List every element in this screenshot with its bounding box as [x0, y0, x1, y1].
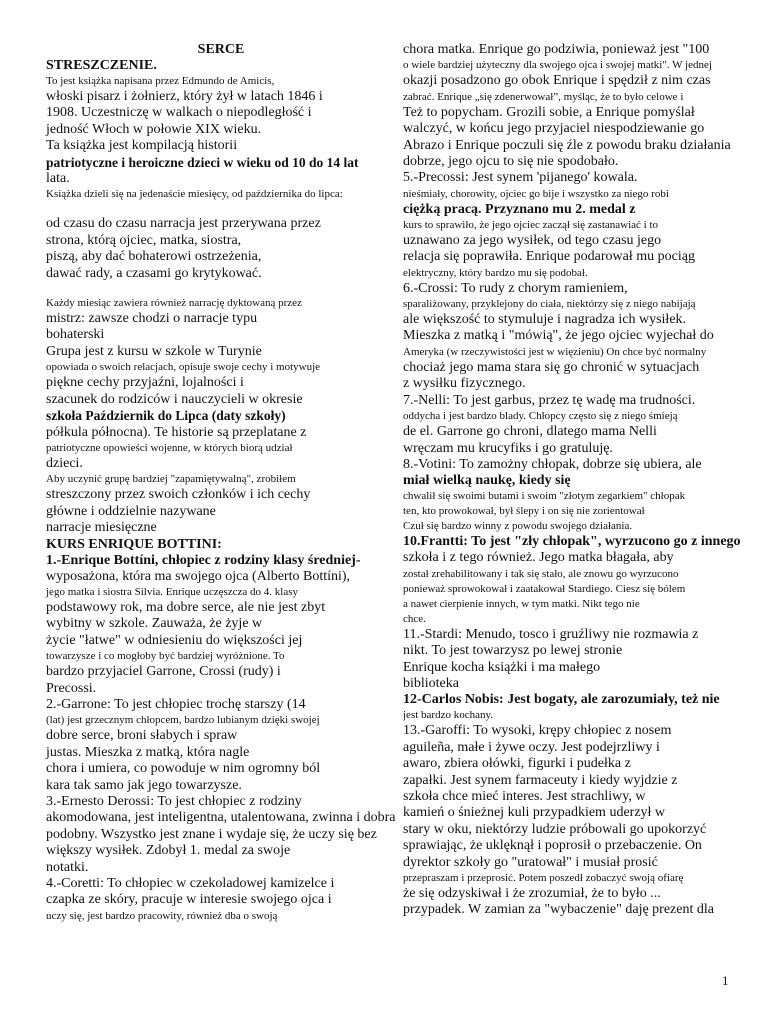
- text-line: bohaterski: [46, 327, 105, 343]
- text-line: 10.Frantti: To jest "zły chłopak", wyrzucono go z innego: [403, 534, 741, 550]
- paragraph-gap: [46, 282, 396, 296]
- text-line: patriotyczne opowieści wojenne, w których biorą udział: [46, 441, 293, 454]
- text-line: przepraszam i przeprosić. Potem poszedł zobaczyć swoją ofiarę: [403, 872, 684, 884]
- text-line: Aby uczynić grupę bardziej "zapamiętywalną", zrobiłem: [46, 473, 296, 486]
- text-line: o wiele bardziej użyteczny dla swojego ojca i swojej matki". W jednej: [403, 59, 712, 72]
- text-line: szacunek do rodziców i nauczycieli w okresie: [46, 391, 303, 407]
- text-line: z wysiłku fizycznego.: [403, 376, 526, 392]
- text-line: kurs to sprawiło, że jego ojciec zaczął się zastanawiać i to: [403, 218, 659, 231]
- text-line: Precossi.: [46, 680, 97, 696]
- text-line: narracje miesięczne: [46, 520, 157, 536]
- text-line: Abrazo i Enrique poczuli się źle z powodu braku działania: [403, 137, 731, 153]
- text-line: sprawiając, że uklęknął i poprosił o przebaczenie. On: [403, 838, 702, 854]
- text-line: Ta książka jest kompilacją historii: [46, 138, 238, 154]
- text-line: chwalił się swoimi butami i swoim "złotym zegarkiem" chłopak: [403, 490, 686, 503]
- text-line: towarzysze i co mogłoby być bardziej wyróżnione. To: [46, 650, 285, 663]
- text-line: streszczony przez swoich członków i ich cechy: [46, 487, 311, 503]
- text-line: 4.-Coretti: To chłopiec w czekoladowej kamizelce i: [46, 876, 335, 892]
- text-line: wręczam mu krucyfiks i go gratuluję.: [403, 440, 613, 456]
- text-line: SERCE: [197, 42, 245, 57]
- text-line: a nawet cierpienie innych, w tym matki. Nikt tego nie: [403, 597, 640, 610]
- text-line: nikt. To jest towarzysz po lewej stronie: [403, 643, 623, 659]
- text-line: 1908. Uczestniczę w walkach o niepodległość i: [46, 105, 312, 121]
- text-line: Grupa jest z kursu w szkole w Turynie: [46, 343, 262, 359]
- text-line: kara tak samo jak jego towarzysze.: [46, 777, 242, 793]
- text-line: opowiada o swoich relacjach, opisuje swoje cechy i motywuje: [46, 361, 321, 374]
- text-line: ciężką pracą. Przyznano mu 2. medal z: [403, 201, 636, 217]
- text-line: ten, kto prowokował, był ślepy i on się nie zorientował: [403, 505, 645, 518]
- text-line: jego matka i siostra Silvia. Enrique uczęszcza do 4. klasy: [46, 585, 299, 598]
- text-line: większy wysiłek. Zdobył 1. medal za swoje: [46, 843, 291, 859]
- text-line: 11.-Stardi: Menudo, tosco i gruźliwy nie rozmawia z: [403, 626, 699, 642]
- text-line: 12-Carlos Nobis: Jest bogaty, ale zarozumiały, też nie: [403, 692, 720, 708]
- text-line: de el. Garrone go chroni, dlatego mama Nelli: [403, 424, 657, 440]
- right-text-column: [403, 42, 765, 919]
- text-line: mistrz: zawsze chodzi o narracje typu: [46, 311, 258, 327]
- text-line: wyposażona, która ma swojego ojca (Alberto Bottíni),: [46, 568, 351, 584]
- text-line: jest bardzo kochany.: [403, 709, 494, 722]
- text-line: bardzo przyjaciel Garrone, Crossi (rudy) i: [46, 664, 281, 680]
- text-line: chora matka. Enrique go podziwia, ponieważ jest "100: [403, 42, 710, 57]
- text-line: 6.-Crossi: To rudy z chorym ramieniem,: [403, 280, 628, 296]
- text-line: zabrać. Enrique „się zdenerwował”, myśląc, że to było celowe i: [403, 90, 684, 103]
- text-line: Mieszka z matką i "mówią", że jego ojciec wyjechał do: [403, 328, 714, 344]
- text-line: chociaż jego mama stara się go chronić w sytuacjach: [403, 359, 700, 375]
- text-line: miał wielką naukę, kiedy się: [403, 473, 571, 489]
- text-line: szkoła chce mieć interes. Jest strachliwy, w: [403, 788, 646, 804]
- text-line: piękne cechy przyjaźni, lojalności i: [46, 375, 244, 391]
- text-line: ale większość to stymuluje i nagradza ich wysiłek.: [403, 312, 687, 328]
- text-line: lata.: [46, 171, 70, 187]
- text-line: Enrique kocha książki i ma małego: [403, 659, 601, 675]
- page-number: 1: [722, 973, 729, 988]
- text-line: szkoła Październik do Lipca (daty szkoły): [46, 408, 286, 424]
- text-line: stary w oku, niektórzy ludzie próbowali go upokorzyć: [403, 821, 707, 837]
- text-line: oddycha i jest bardzo blady. Chłopcy często się z niego śmieją: [403, 410, 678, 423]
- text-line: że się odzyskiwał i że zrozumiał, że to było ...: [403, 886, 661, 901]
- text-line: 2.-Garrone: To jest chłopiec trochę starszy (14: [46, 696, 306, 712]
- text-line: 13.-Garoffi: To wysoki, krępy chłopiec z nosem: [403, 723, 672, 739]
- text-line: 7.-Nelli: To jest garbus, przez tę wadę ma trudności.: [403, 392, 696, 408]
- text-line: chora i umiera, co powoduje w nim ogromny ból: [46, 761, 321, 777]
- text-line: zapałki. Jest synem farmaceuty i kiedy wyjdzie z: [403, 772, 678, 788]
- text-line: awaro, zbiera ołówki, figurki i pudełka z: [403, 756, 631, 772]
- text-line: Ameryka (w rzeczywistości jest w więzieniu) On chce być normalny: [403, 345, 707, 358]
- text-line: nieśmiały, chorowity, ojciec go bije i wszystko za niego robi: [403, 187, 669, 200]
- text-line: 5.-Precossi: Jest synem 'pijanego' kowala.: [403, 170, 638, 186]
- text-line: półkula północna). Te historie są przeplatane z: [46, 424, 307, 440]
- text-line: dawać rady, a czasami go krytykować.: [46, 265, 262, 281]
- text-line: czapka ze skóry, pracuje w interesie swojego ojca i: [46, 892, 332, 908]
- text-line: patriotyczne i heroiczne dzieci w wieku od 10 do 14 lat: [46, 154, 359, 170]
- text-line: elektryczny, który bardzo mu się podobał.: [403, 266, 588, 279]
- text-line: główne i oddzielnie nazywane: [46, 503, 216, 519]
- text-line: 3.-Ernesto Derossi: To jest chłopiec z rodziny: [46, 794, 302, 809]
- text-line: relacja się poprawiła. Enrique podarował mu pociąg: [403, 249, 695, 265]
- text-line: notatki.: [46, 859, 89, 875]
- text-line: został zrehabilitowany i tak się stało, ale znowu go wyrzucono: [403, 567, 679, 580]
- text-line: justas. Mieszka z matką, która nagle: [46, 744, 250, 760]
- text-line: kamień o śnieżnej kuli przypadkiem uderzył w: [403, 805, 666, 821]
- text-line: akomodowana, jest inteligentna, utalentowana, zwinna i dobra: [46, 810, 396, 826]
- text-line: strona, którą ojciec, matka, siostra,: [46, 232, 242, 248]
- text-line: szkoła i z tego również. Jego matka błagała, aby: [403, 550, 674, 566]
- text-line: STRESZCZENIE.: [46, 58, 157, 73]
- text-line: piszą, aby dać bohaterowi ostrzeżenia,: [46, 249, 262, 265]
- text-line: włoski pisarz i żołnierz, który żył w latach 1846 i: [46, 89, 323, 104]
- text-line: biblioteka: [403, 675, 459, 691]
- text-line: przypadek. W zamian za "wybaczenie" daję prezent dla: [403, 902, 714, 918]
- text-line: aguileña, małe i żywe oczy. Jest podejrzliwy i: [403, 739, 660, 755]
- text-line: 1.-Enrique Bottíni, chłopiec z rodziny klasy średniej-: [46, 552, 361, 568]
- text-line: walczyć, w końcu jego przyjaciel niespodziewanie go: [403, 121, 705, 137]
- text-line: okazji posadzono go obok Enrique i spędził z nim czas: [403, 73, 711, 89]
- text-line: sparaliżowany, przyklejony do ciała, niektórzy się z niego nabijają: [403, 298, 696, 311]
- text-line: podstawowy rok, ma dobre serce, ale nie jest zbyt: [46, 599, 326, 615]
- text-line: ponieważ sprowokował i zaatakował Stardiego. Ciesz się bólem: [403, 582, 686, 595]
- text-line: życie "łatwe" w odniesieniu do większości jej: [46, 632, 303, 648]
- text-line: Książka dzieli się na jedenaście miesięcy, od października do lipca:: [46, 188, 343, 201]
- text-line: Każdy miesiąc zawiera również narrację dyktowaną przez: [46, 297, 302, 310]
- text-line: KURS ENRIQUE BOTTINI:: [46, 536, 222, 552]
- text-line: od czasu do czasu narracja jest przerywana przez: [46, 216, 321, 232]
- paragraph-gap: [46, 202, 396, 216]
- text-line: To jest książka napisana przez Edmundo de Amicis,: [46, 75, 275, 87]
- text-line: dzieci.: [46, 455, 83, 471]
- text-line: 8.-Votini: To zamożny chłopak, dobrze się ubiera, ale: [403, 456, 702, 472]
- text-line: podobny. Wszystko jest znane i wydaje się, że uczy się bez: [46, 826, 377, 842]
- text-line: dyrektor szkoły go "uratował" i musiał prosić: [403, 854, 658, 870]
- text-line: dobre serce, broni słabych i spraw: [46, 728, 238, 744]
- text-line: Czuł się bardzo winny z powodu swojego działania.: [403, 520, 633, 533]
- text-line: wybitny w szkole. Zauważa, że żyje w: [46, 616, 263, 632]
- left-text-column: [46, 42, 396, 924]
- text-line: Też to popycham. Grozili sobie, a Enrique pomyślał: [403, 104, 695, 120]
- text-line: chce.: [403, 612, 426, 625]
- text-line: jedność Włoch w połowie XIX wieku.: [46, 121, 262, 137]
- text-line: uczy się, jest bardzo pracowity, również dba o swoją: [46, 909, 278, 922]
- text-line: (lat) jest grzecznym chłopcem, bardzo lubianym dzięki swojej: [46, 714, 320, 727]
- text-line: uznawano za jego wysiłek, od tego czasu jego: [403, 232, 662, 248]
- text-line: dobrze, jego ojcu to się nie spodobało.: [403, 154, 619, 170]
